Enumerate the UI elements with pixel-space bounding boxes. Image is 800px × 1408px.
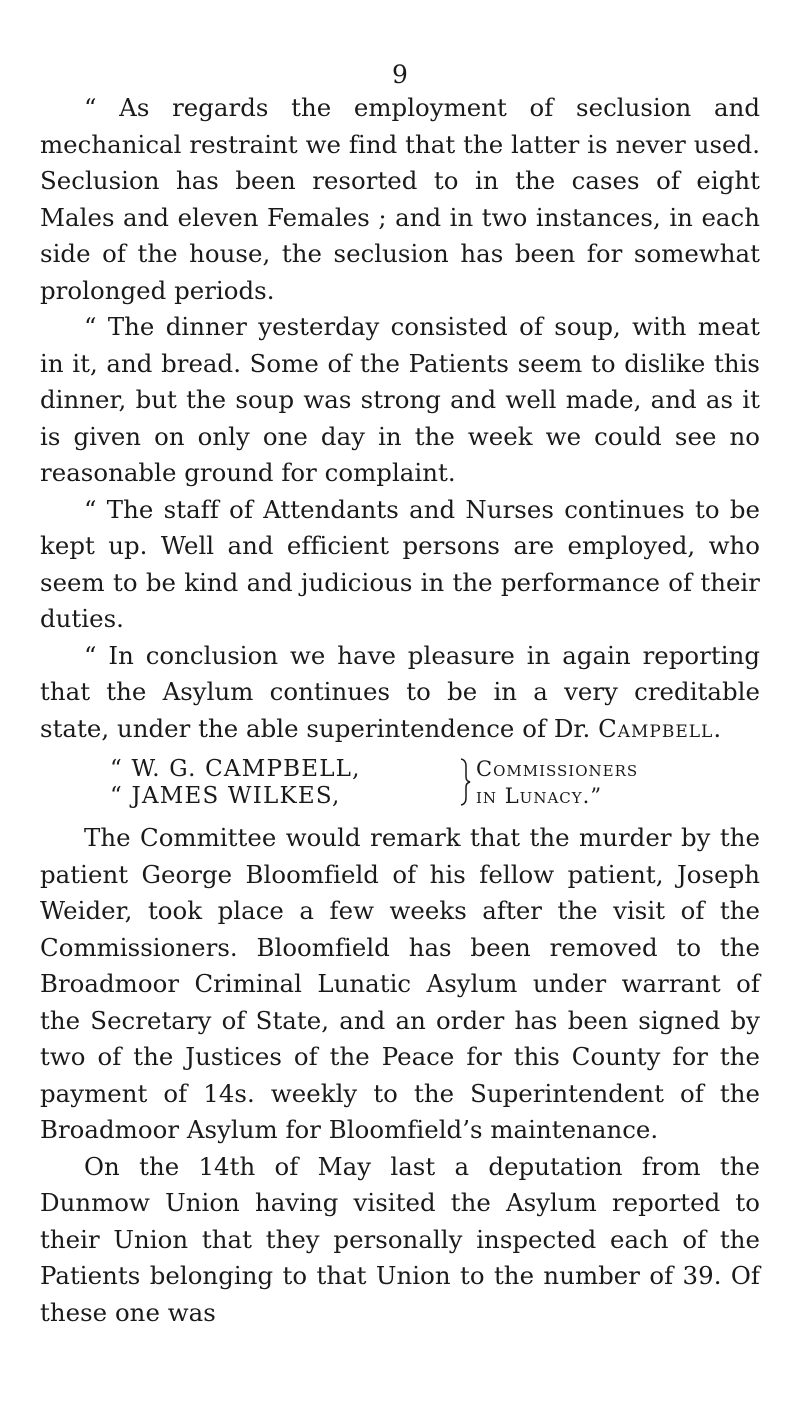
role-line-2: in Lunacy.” bbox=[476, 784, 603, 808]
committee-paragraph-deputation: On the 14th of May last a deputation from the Dunmow Union having visited the Asylum reported to their Union that they personally inspected each of the Patients belonging to that Union to the number of 39. Of these one was bbox=[40, 1151, 760, 1327]
commissioners-report bbox=[40, 90, 760, 747]
report-paragraph-conclusion bbox=[40, 638, 760, 748]
signatory-role bbox=[476, 756, 638, 810]
report-paragraph-dinner: “ The dinner yesterday consisted of soup, with meat in it, and bread. Some of the Patients seem to dislike this dinner, but the soup was strong and well made, and as it is given on only one day in the week we could see no reasonable ground for complaint. bbox=[40, 312, 760, 487]
conclusion-text: “ In conclusion we have pleasure in again reporting that the Asylum continues to be in a very creditable state, under the able superintendence of Dr. bbox=[40, 640, 760, 743]
right-brace-icon bbox=[459, 758, 471, 806]
signatory-campbell: “ W. G. CAMPBELL, bbox=[110, 756, 361, 782]
committee-paragraph-murder: The Committee would remark that the murder by the patient George Bloomfield of his fellow patient, Joseph Weider, took place a few weeks after the visit of the Commissioners. Bloomfield has been removed to the Broadmoor Criminal Lunatic Asylum under warrant of the Secretary of State, and an order has been signed by two of the Justices of the Peace for this County for the payment of 14s. weekly to the Superintendent of the Broadmoor Asylum for Bloomfield’s maintenance. bbox=[40, 823, 760, 1144]
page-number: 9 bbox=[392, 60, 408, 89]
report-paragraph-staff: “ The staff of Attendants and Nurses continues to be kept up. Well and efficient persons are employed, who seem to be kind and judicious in the performance of their duties. bbox=[40, 494, 760, 633]
superintendent-name: Campbell. bbox=[598, 713, 723, 743]
report-paragraph-seclusion: “ As regards the employment of seclusion and mechanical restraint we find that the latter is never used. Seclusion has been resorted to in the cases of eight Males and eleven Females ; and in two instances, in each side of the house, the seclusion has been for somewhat prolonged periods. bbox=[40, 93, 760, 305]
role-line-1: Commissioners bbox=[476, 757, 639, 781]
signatory-names bbox=[110, 756, 361, 810]
signatory-wilkes: “ JAMES WILKES, bbox=[110, 783, 341, 809]
committee-remarks bbox=[40, 820, 760, 1331]
